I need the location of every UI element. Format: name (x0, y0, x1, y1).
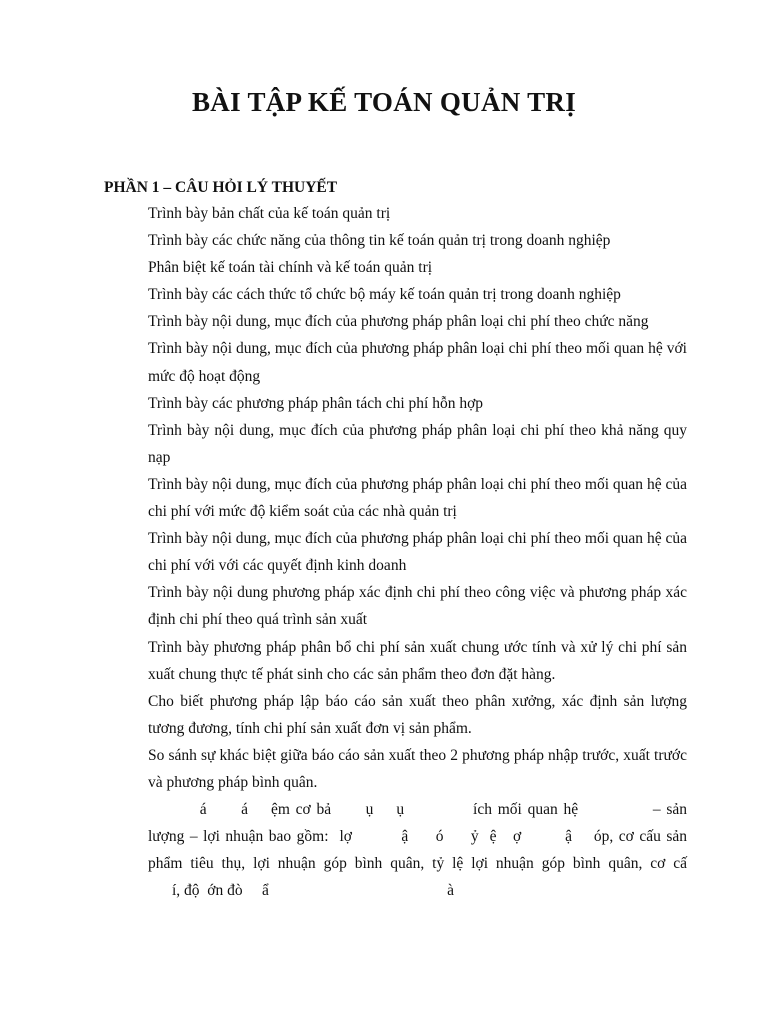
question-item: Phân biệt kế toán tài chính và kế toán quản trị (148, 259, 433, 277)
partial-line: í, độ ớn đò ẩ à (172, 882, 455, 900)
question-item: So sánh sự khác biệt giữa báo cáo sản xuất theo 2 phương pháp nhập trước, xuất trước và phương pháp bình quân. (148, 746, 687, 791)
question-item: Trình bày nội dung phương pháp xác định chi phí theo công việc và phương pháp xác định chi phí theo quá trình sản xuất (148, 584, 687, 629)
question-item: Trình bày các phương pháp phân tách chi phí hỗn hợp (148, 394, 484, 412)
partial-line: á á ệm cơ bả ụ ụ ích mối quan hệ – sản (148, 801, 687, 819)
question-item: Trình bày bản chất của kế toán quản trị (148, 205, 391, 222)
question-list (148, 200, 687, 904)
question-item: Trình bày nội dung, mục đích của phương pháp phân loại chi phí theo khả năng quy nạp (148, 421, 687, 466)
question-item: Trình bày phương pháp phân bổ chi phí sản xuất chung ước tính và xử lý chi phí sản xuất chung thực tế phát sinh cho các sản phẩm theo đơn đặt hàng. (148, 638, 687, 683)
question-item: Cho biết phương pháp lập báo cáo sản xuất theo phân xưởng, xác định sản lượng tương đương, tính chi phí sản xuất đơn vị sản phẩm. (148, 692, 687, 737)
question-item: Trình bày nội dung, mục đích của phương pháp phân loại chi phí theo mối quan hệ của chi phí với với các quyết định kinh doanh (148, 530, 687, 575)
question-item: Trình bày nội dung, mục đích của phương pháp phân loại chi phí theo mối quan hệ của chi phí với mức độ kiểm soát của các nhà quản trị (148, 475, 687, 521)
partial-line: phẩm tiêu thụ, lợi nhuận góp bình quân, tỷ lệ lợi nhuận góp bình quân, cơ cấ (148, 855, 687, 873)
section-heading: PHẦN 1 – CÂU HỎI LÝ THUYẾT (104, 179, 338, 196)
partial-question-item (148, 796, 687, 904)
question-item: Trình bày nội dung, mục đích của phương pháp phân loại chi phí theo chức năng (148, 313, 649, 331)
partial-line: lượng – lợi nhuận bao gồm: lợ ậ ó ỷ ệ ợ ậ óp, cơ cấu sản (148, 828, 687, 846)
question-item: Trình bày nội dung, mục đích của phương pháp phân loại chi phí theo mối quan hệ với mức độ hoạt động (148, 340, 687, 385)
question-item: Trình bày các chức năng của thông tin kế toán quản trị trong doanh nghiệp (148, 232, 611, 250)
document-title: BÀI TẬP KẾ TOÁN QUẢN TRỊ (191, 87, 577, 117)
question-item: Trình bày các cách thức tổ chức bộ máy kế toán quản trị trong doanh nghiệp (148, 286, 621, 304)
